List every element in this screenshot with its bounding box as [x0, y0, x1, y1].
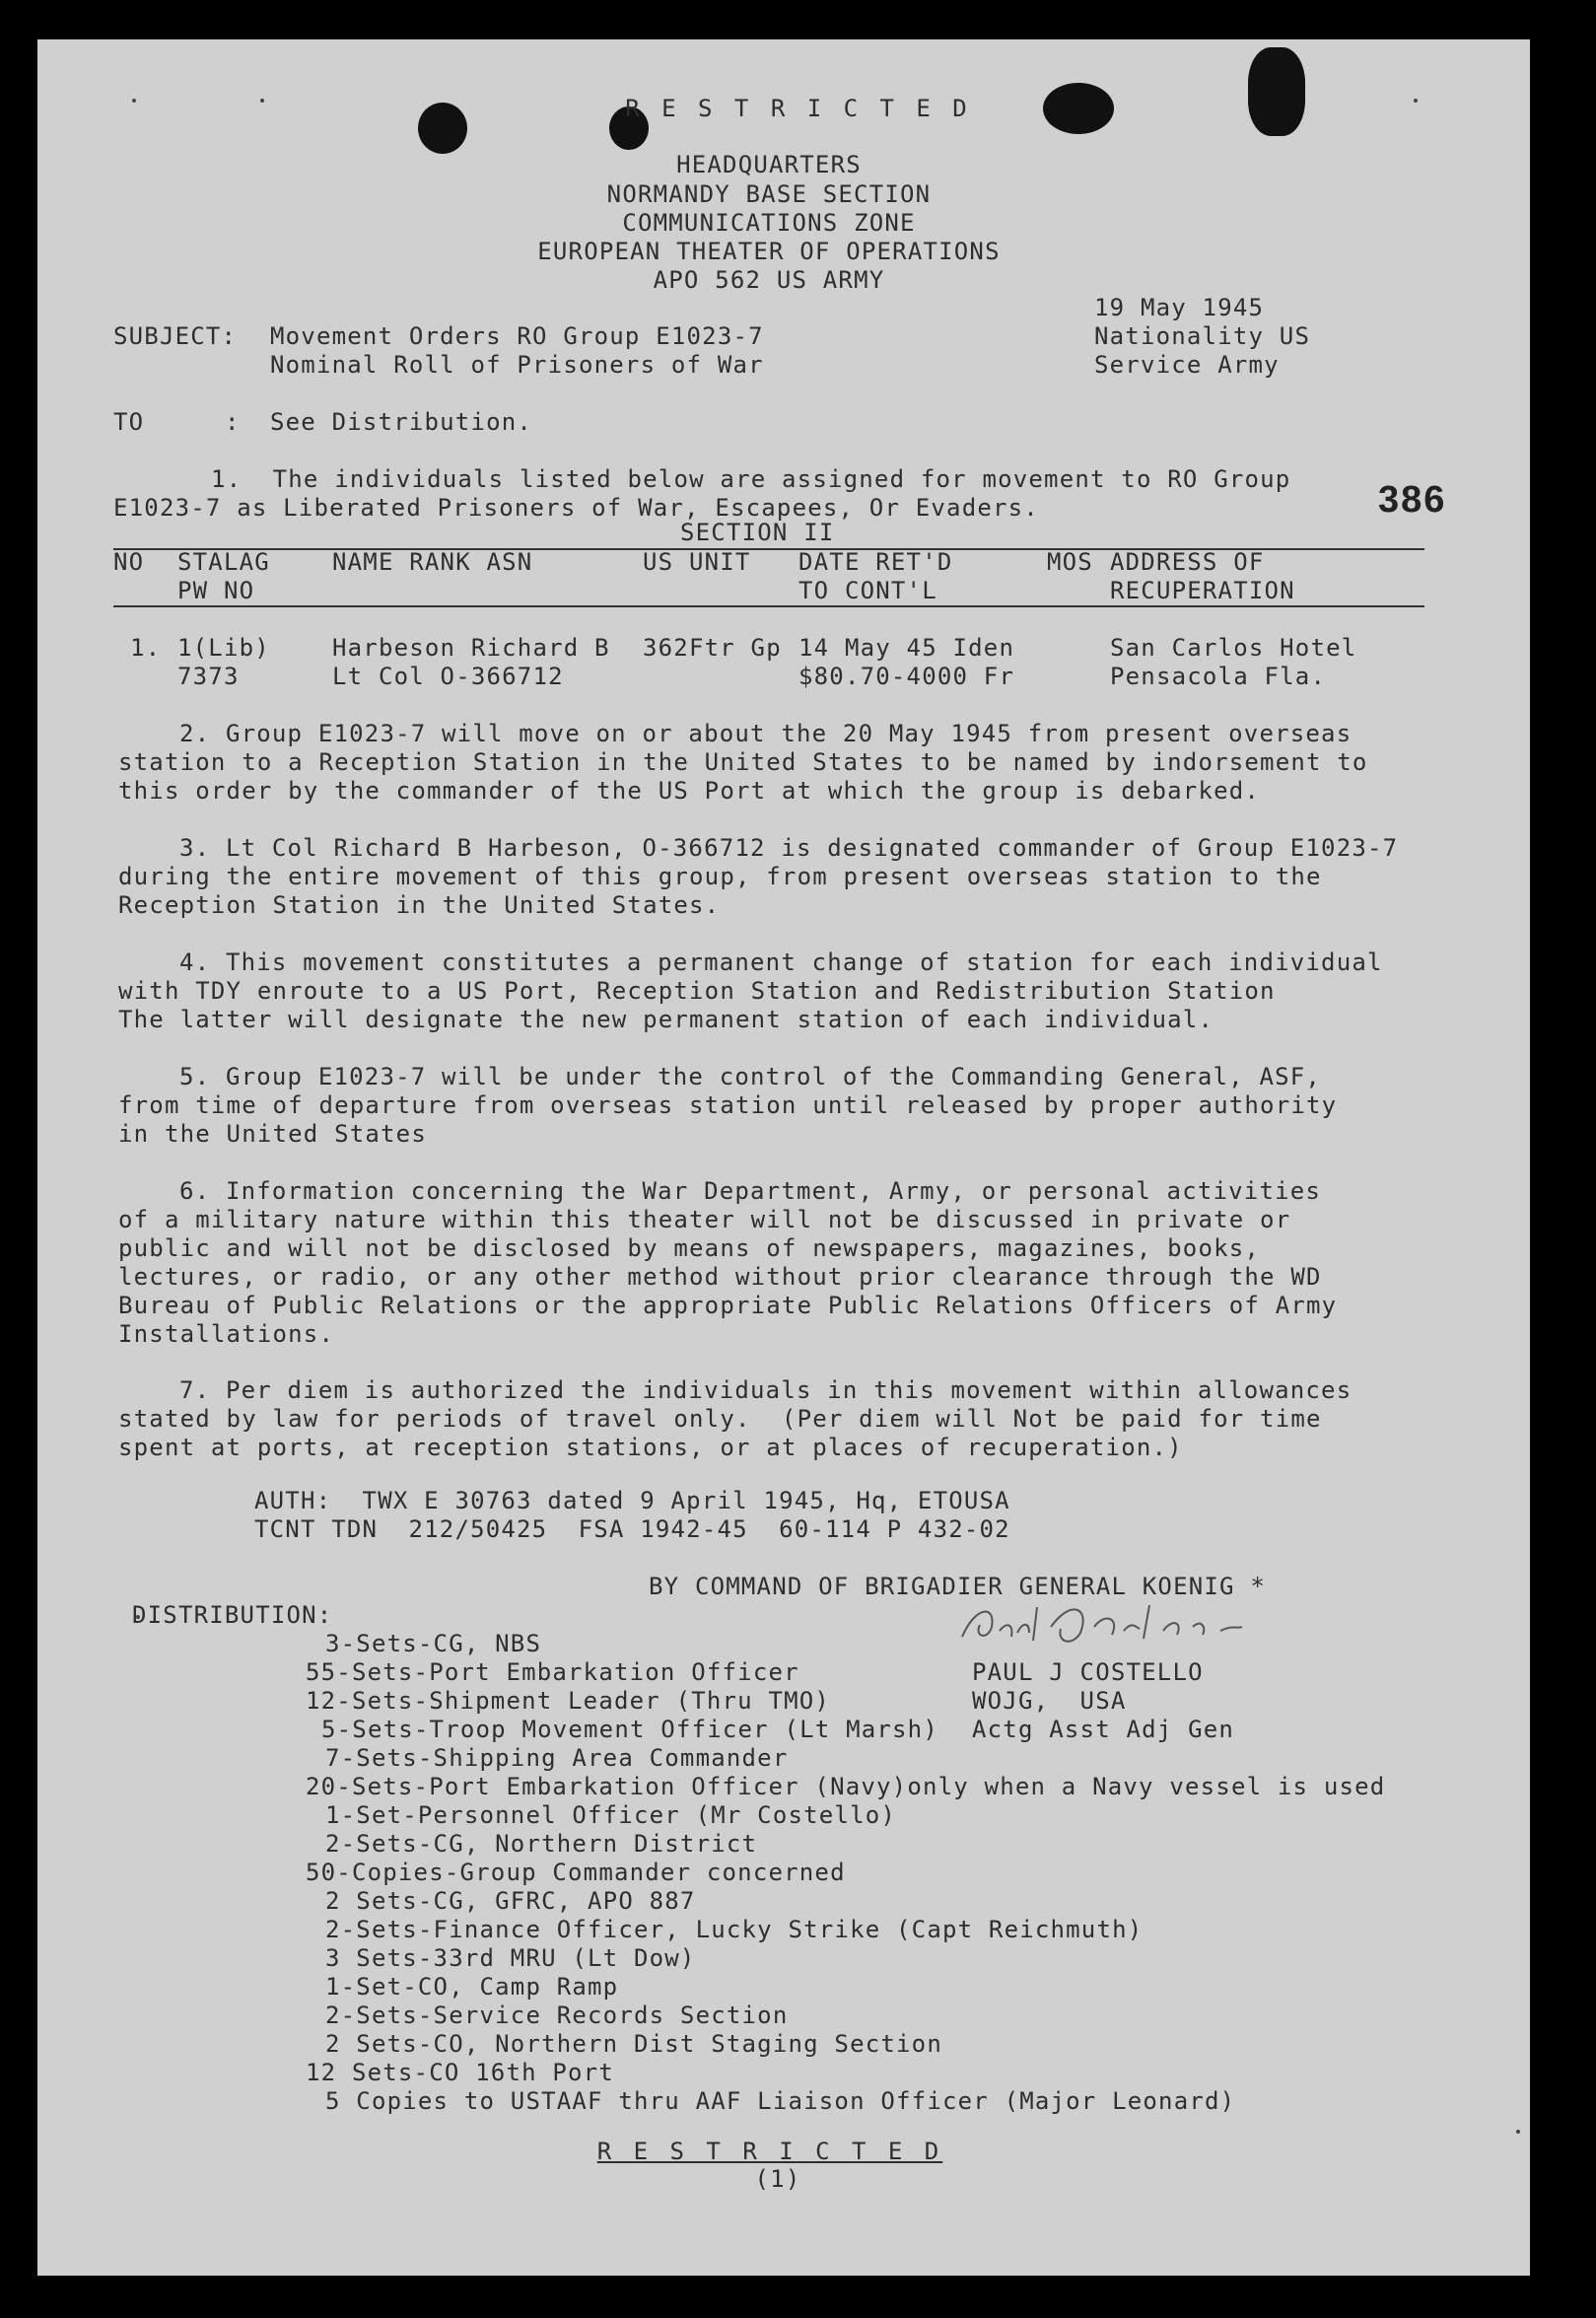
col-addr-1: ADDRESS OF: [1110, 548, 1265, 576]
header-line-theater: EUROPEAN THEATER OF OPERATIONS: [537, 238, 1001, 265]
distribution-item: 5-Sets-Troop Movement Officer (Lt Marsh): [321, 1716, 938, 1743]
distribution-item: 2-Sets-CG, Northern District: [325, 1830, 758, 1858]
distribution-item: 2 Sets-CG, GFRC, APO 887: [325, 1887, 696, 1915]
para6-line-2: of a military nature within this theater will not be discussed in private or: [118, 1206, 1291, 1233]
col-pw-no: PW NO: [177, 577, 255, 604]
distribution-item: 2 Sets-CO, Northern Dist Staging Section: [325, 2030, 942, 2058]
distribution-item: 12-Sets-Shipment Leader (Thru TMO): [306, 1687, 831, 1715]
to-text: See Distribution.: [270, 408, 533, 436]
speck: [1516, 2130, 1520, 2134]
distribution-item: 12 Sets-CO 16th Port: [306, 2059, 614, 2086]
row-pw-no: 7373: [177, 663, 240, 690]
col-date-2: TO CONT'L: [798, 577, 937, 604]
para1-line-1: 1. The individuals listed below are assigned for movement to RO Group: [211, 465, 1291, 493]
page-stamp-number: 386: [1378, 479, 1447, 521]
distribution-item: 50-Copies-Group Commander concerned: [306, 1859, 846, 1886]
para3-line-3: Reception Station in the United States.: [118, 891, 721, 919]
distribution-item: 1-Set-Personnel Officer (Mr Costello): [325, 1801, 897, 1829]
row-date: 14 May 45 Iden: [798, 634, 1015, 662]
row-addr-2: Pensacola Fla.: [1110, 663, 1327, 690]
signer-name: PAUL J COSTELLO: [972, 1658, 1204, 1686]
distribution-item: 2-Sets-Service Records Section: [325, 2002, 789, 2029]
order-date: 19 May 1945: [1094, 294, 1265, 321]
col-date-1: DATE RET'D: [798, 548, 953, 576]
header-line-zone: COMMUNICATIONS ZONE: [622, 209, 916, 237]
row-addr-1: San Carlos Hotel: [1110, 634, 1357, 662]
col-no: NO: [113, 548, 145, 576]
distribution-item: 7-Sets-Shipping Area Commander: [325, 1744, 789, 1772]
para7-line-3: spent at ports, at reception stations, or at places of recuperation.): [118, 1434, 1183, 1461]
distribution-item: 55-Sets-Port Embarkation Officer: [306, 1658, 799, 1686]
para3-line-1: 3. Lt Col Richard B Harbeson, O-366712 is designated commander of Group E1023-7: [179, 834, 1399, 862]
para5-line-2: from time of departure from overseas station until released by proper authority: [118, 1091, 1338, 1119]
col-addr-2: RECUPERATION: [1110, 577, 1295, 604]
para4-line-1: 4. This movement constitutes a permanent change of station for each individual: [179, 948, 1383, 976]
para4-line-3: The latter will designate the new permanent station of each individual.: [118, 1006, 1214, 1033]
distribution-item: 1-Set-CO, Camp Ramp: [325, 1973, 619, 2001]
col-mos: MOS: [1047, 548, 1093, 576]
para6-line-1: 6. Information concerning the War Department, Army, or personal activities: [179, 1177, 1322, 1205]
signer-title: Actg Asst Adj Gen: [972, 1716, 1235, 1743]
command-line: BY COMMAND OF BRIGADIER GENERAL KOENIG *: [649, 1573, 1266, 1600]
subject-line-2: Nominal Roll of Prisoners of War: [270, 351, 764, 379]
header-line-section: NORMANDY BASE SECTION: [606, 180, 932, 208]
para7-line-2: stated by law for periods of travel only. (Per diem will Not be paid for time: [118, 1405, 1322, 1433]
distribution-label: DISTRIBUTION:: [132, 1601, 333, 1629]
header-line-hq: HEADQUARTERS: [676, 151, 862, 178]
para6-line-6: Installations.: [118, 1320, 335, 1348]
para6-line-3: public and will not be disclosed by means of newspapers, magazines, books,: [118, 1234, 1261, 1262]
para2-line-3: this order by the commander of the US Port at which the group is debarked.: [118, 777, 1261, 805]
classification-header: R E S T R I C T E D: [625, 95, 971, 122]
row-name: Harbeson Richard B: [332, 634, 610, 662]
service: Service Army: [1094, 351, 1280, 379]
header-line-apo: APO 562 US ARMY: [653, 266, 885, 294]
subject-label: SUBJECT:: [113, 322, 238, 350]
classification-footer: R E S T R I C T E D: [596, 2138, 943, 2165]
para2-line-2: station to a Reception Station in the United States to be named by indorsement to: [118, 748, 1368, 776]
col-unit: US UNIT: [643, 548, 751, 576]
col-name: NAME RANK ASN: [332, 548, 533, 576]
section-label: SECTION II: [680, 519, 835, 546]
to-label: TO: [113, 408, 145, 436]
row-rank-asn: Lt Col O-366712: [332, 663, 564, 690]
para1-line-2: E1023-7 as Liberated Prisoners of War, Escapees, Or Evaders.: [113, 494, 1039, 522]
auth-line-1: AUTH: TWX E 30763 dated 9 April 1945, Hq, ETOUSA: [254, 1487, 1010, 1514]
row-pay: $80.70-4000 Fr: [798, 663, 1015, 690]
col-stalag: STALAG: [177, 548, 270, 576]
para4-line-2: with TDY enroute to a US Port, Reception Station and Redistribution Station: [118, 977, 1276, 1005]
para7-line-1: 7. Per diem is authorized the individuals in this movement within allowances: [179, 1376, 1353, 1404]
para2-line-1: 2. Group E1023-7 will move on or about the 20 May 1945 from present overseas: [179, 720, 1353, 747]
handwritten-signature: [956, 1597, 1321, 1656]
page-number: (1): [754, 2165, 801, 2193]
para5-line-1: 5. Group E1023-7 will be under the control of the Commanding General, ASF,: [179, 1063, 1322, 1090]
distribution-item: 20-Sets-Port Embarkation Officer (Navy)only when a Navy vessel is used: [306, 1773, 1386, 1800]
subject-line-1: Movement Orders RO Group E1023-7: [270, 322, 764, 350]
nationality: Nationality US: [1094, 322, 1311, 350]
row-unit: 362Ftr Gp: [643, 634, 782, 662]
distribution-item: 3-Sets-CG, NBS: [325, 1630, 542, 1657]
para6-line-5: Bureau of Public Relations or the appropriate Public Relations Officers of Army: [118, 1292, 1338, 1319]
to-colon: :: [225, 408, 241, 436]
table-rule-bottom: [113, 605, 1424, 607]
signer-rank: WOJG, USA: [972, 1687, 1127, 1715]
distribution-item: 2-Sets-Finance Officer, Lucky Strike (Capt Reichmuth): [325, 1916, 1144, 1943]
para5-line-3: in the United States: [118, 1120, 427, 1148]
para6-line-4: lectures, or radio, or any other method without prior clearance through the WD: [118, 1263, 1322, 1291]
row-no: 1.: [130, 634, 162, 662]
distribution-item: 5 Copies to USTAAF thru AAF Liaison Officer (Major Leonard): [325, 2087, 1236, 2115]
row-stalag: 1(Lib): [177, 634, 270, 662]
auth-line-2: TCNT TDN 212/50425 FSA 1942-45 60-114 P 432-02: [254, 1515, 1010, 1543]
distribution-item: 3 Sets-33rd MRU (Lt Dow): [325, 1944, 696, 1972]
para3-line-2: during the entire movement of this group, from present overseas station to the: [118, 863, 1322, 890]
